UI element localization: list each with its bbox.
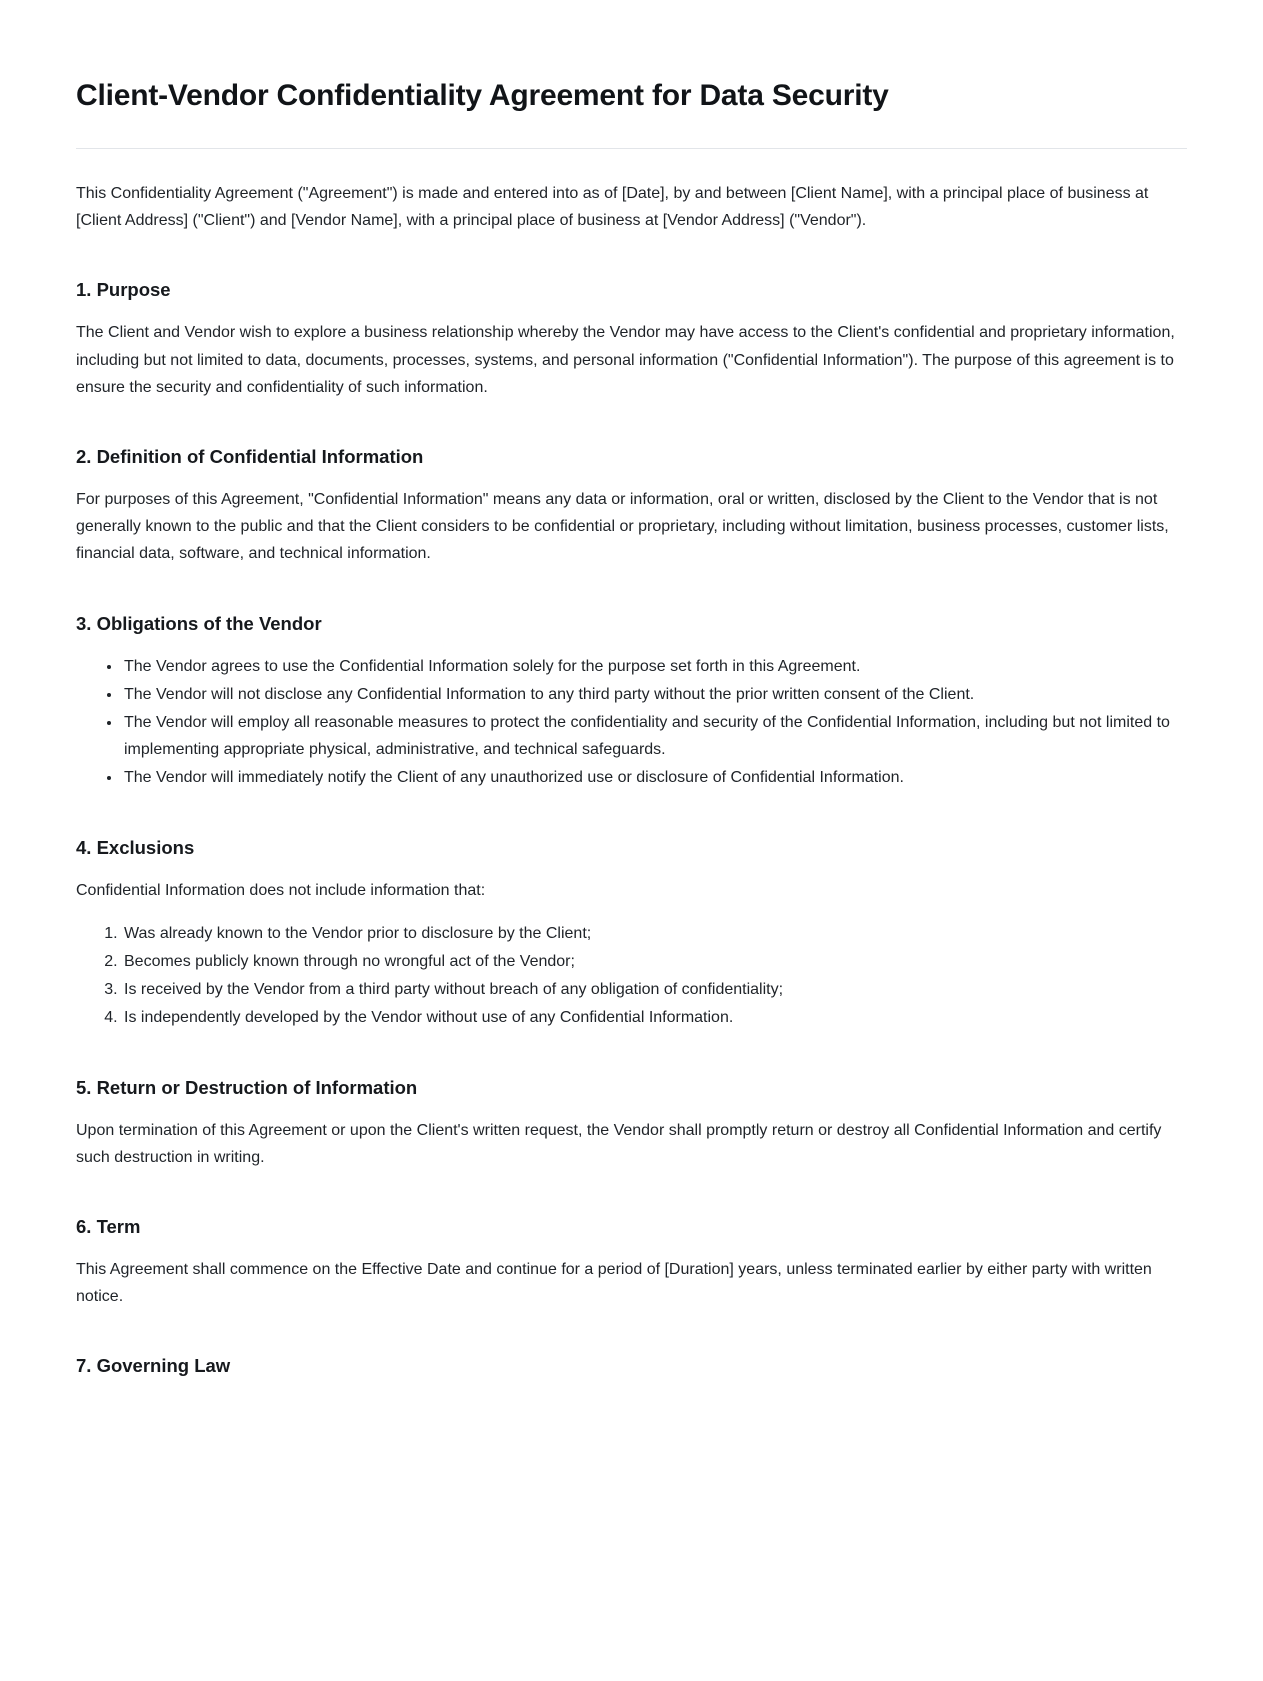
obligations-bullet-list: [76, 653, 1187, 792]
section-heading: 4. Exclusions: [76, 836, 195, 858]
list-item: 4. Is independently developed by the Vendor without use of any Confidential Information.: [122, 1004, 1187, 1031]
list-item: 1. Was already known to the Vendor prior to disclosure by the Client;: [122, 920, 1187, 947]
section-paragraph: The Client and Vendor wish to explore a business relationship whereby the Vendor may have access to the Client's confidential and proprietary information, including but not limited to data, documents, processes, systems, and personal information ("Confidential Information"). The purpose of this agreement is to ensure the security and confidentiality of such information.: [76, 324, 1175, 396]
section-paragraph: For purposes of this Agreement, "Confidential Information" means any data or information, oral or written, disclosed by the Client to the Vendor that is not generally known to the public and that the Client considers to be confidential or proprietary, including without limitation, business processes, customer lists, financial data, software, and technical information.: [76, 491, 1169, 563]
section-governing-law: [76, 1354, 1187, 1378]
section-heading: 7. Governing Law: [76, 1355, 231, 1377]
exclusions-numbered-list: [76, 920, 1187, 1032]
section-exclusions: [76, 836, 1187, 1032]
section-paragraph: Upon termination of this Agreement or upon the Client's written request, the Vendor shall promptly return or destroy all Confidential Information and certify such destruction in writing.: [76, 1121, 1162, 1166]
list-item: 2. Becomes publicly known through no wrongful act of the Vendor;: [122, 948, 1187, 975]
section-return-destruction: [76, 1076, 1187, 1171]
list-item: • The Vendor will employ all reasonable measures to protect the confidentiality and security of the Confidential Information, including but not limited to implementing appropriate physical, administrative, and technical safeguards.: [122, 709, 1187, 763]
list-item: 3. Is received by the Vendor from a third party without breach of any obligation of confidentiality;: [122, 976, 1187, 1003]
section-obligations: [76, 612, 1187, 792]
section-paragraph: Confidential Information does not include information that:: [76, 881, 486, 899]
list-item: • The Vendor will not disclose any Confidential Information to any third party without the prior written consent of the Client.: [122, 681, 1187, 708]
list-item: • The Vendor agrees to use the Confidential Information solely for the purpose set forth in this Agreement.: [122, 653, 1187, 680]
list-item: • The Vendor will immediately notify the Client of any unauthorized use or disclosure of Confidential Information.: [122, 764, 1187, 791]
section-heading: 2. Definition of Confidential Information: [76, 445, 424, 467]
section-definition: [76, 445, 1187, 568]
section-heading: 5. Return or Destruction of Information: [76, 1076, 418, 1098]
section-paragraph: This Agreement shall commence on the Effective Date and continue for a period of [Duration] years, unless terminated earlier by either party with written notice.: [76, 1261, 1152, 1306]
section-term: [76, 1215, 1187, 1310]
section-heading: 6. Term: [76, 1215, 141, 1237]
title-divider: [76, 148, 1187, 149]
section-heading: 1. Purpose: [76, 279, 171, 301]
section-purpose: [76, 278, 1187, 401]
document-title: Client-Vendor Confidentiality Agreement for Data Security: [76, 79, 889, 112]
intro-paragraph: This Confidentiality Agreement ("Agreement") is made and entered into as of [Date], by and between [Client Name], with a principal place of business at [Client Address] ("Client") and [Vendor Name], with a principal place of business at [Vendor Address] ("Vendor").: [76, 185, 1149, 230]
section-heading: 3. Obligations of the Vendor: [76, 612, 322, 634]
